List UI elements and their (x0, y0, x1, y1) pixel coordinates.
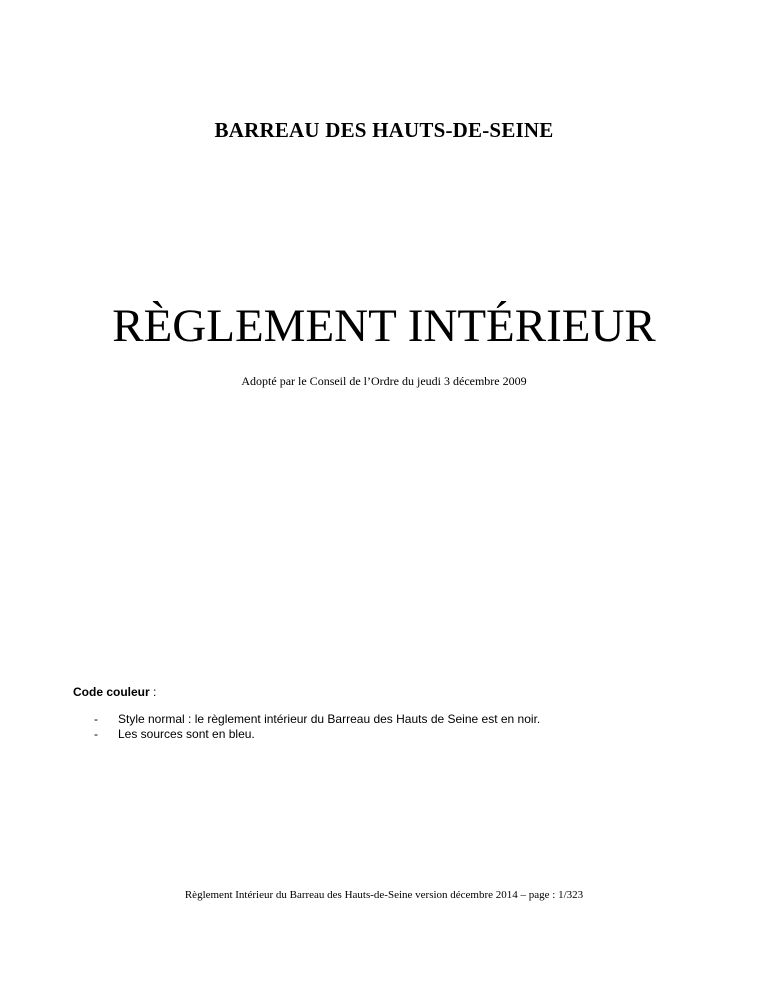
color-code-list (94, 712, 540, 742)
list-item-text: Les sources sont en bleu. (118, 727, 255, 741)
list-item-text: Style normal : le règlement intérieur du Barreau des Hauts de Seine est en noir. (118, 712, 541, 726)
color-code-suffix: : (149, 685, 157, 699)
list-bullet: - (94, 712, 98, 726)
organization-heading: BARREAU DES HAUTS-DE-SEINE (214, 118, 554, 142)
list-bullet: - (94, 727, 98, 741)
page-footer: Règlement Intérieur du Barreau des Hauts-de-Seine version décembre 2014 – page : 1/323 (184, 889, 584, 901)
color-code-heading (73, 685, 156, 699)
list-item (94, 727, 540, 742)
document-title: RÈGLEMENT INTÉRIEUR (112, 300, 656, 352)
color-code-label: Code couleur (73, 685, 150, 699)
list-item (94, 712, 540, 727)
adoption-note: Adopté par le Conseil de l’Ordre du jeudi 3 décembre 2009 (241, 374, 527, 388)
